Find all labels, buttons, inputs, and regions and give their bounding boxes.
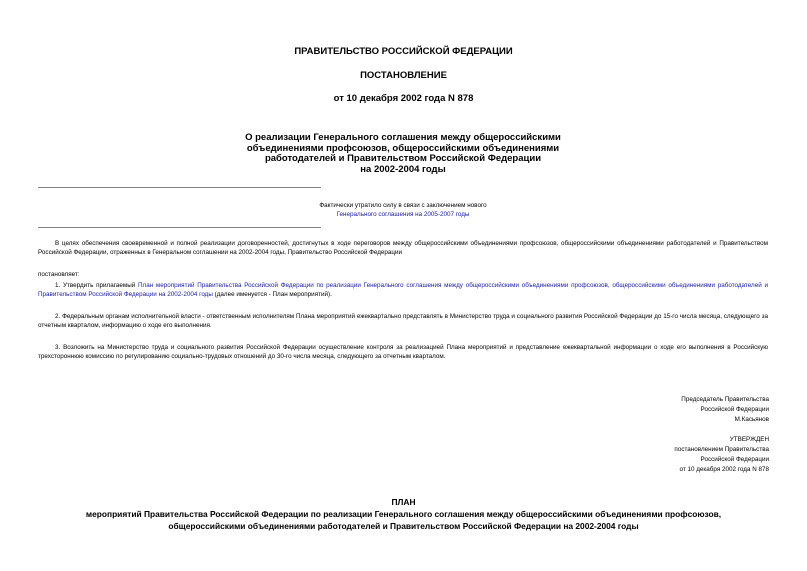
approval-line: постановлением Правительства — [674, 446, 769, 453]
government-heading: ПРАВИТЕЛЬСТВО РОССИЙСКОЙ ФЕДЕРАЦИИ — [294, 46, 513, 57]
signature-org: Российской Федерации — [700, 406, 769, 413]
item-1-paragraph — [38, 281, 768, 300]
new-agreement-link[interactable]: Генерального соглашения на 2005-2007 годы — [336, 211, 470, 218]
signature-block — [549, 395, 769, 425]
approval-date: от 10 декабря 2002 года N 878 — [679, 466, 769, 473]
signature-name: М.Касьянов — [734, 416, 769, 423]
signature-title: Председатель Правительства — [681, 396, 769, 403]
item-3-paragraph: 3. Возложить на Министерство труда и социального развития Российской Федерации осуществление контроля за реализацией Плана мероприятий и представление ежеквартальной информации о ходе его выполнения в Российскую трехстороннюю комиссию по регулированию социально-трудовых отношений до 30-го числа месяца, следующего за отчетным кварталом. — [38, 344, 768, 361]
plan-subtitle-line: общероссийскими объединениями работодателей и Правительством Российской Федерации на 2002-2004 годы — [168, 520, 639, 531]
document-type-heading: ПОСТАНОВЛЕНИЕ — [360, 70, 447, 81]
status-note-link-line — [38, 210, 768, 219]
item-1-prefix: 1. Утвердить прилагаемый — [55, 282, 138, 289]
resolves-word: постановляет: — [38, 271, 80, 278]
status-note: Фактически утратило силу в связи с заключением нового — [319, 202, 487, 209]
approval-line: Российской Федерации — [700, 456, 769, 463]
divider-top — [38, 187, 321, 188]
plan-link[interactable]: План мероприятий Правительства Российской Федерации по реализации Генерального соглашения между общероссийскими объединениями профсоюзов, общероссийскими объединениями работодателей и Правительством Российской Федерации на 2002-2004 годы — [38, 282, 768, 299]
title-line: объединениями профсоюзов, общероссийскими объединениями — [246, 142, 560, 154]
approval-label: УТВЕРЖДЕН — [729, 436, 769, 443]
document-title — [220, 133, 586, 175]
title-line: работодателей и Правительством Российской Федерации — [264, 153, 542, 164]
plan-heading: ПЛАН — [391, 497, 416, 507]
title-line: О реализации Генерального соглашения между общероссийскими — [245, 132, 561, 143]
plan-subtitle — [40, 509, 767, 532]
divider-bottom — [38, 227, 321, 228]
title-line: на 2002-2004 годы — [360, 163, 446, 175]
item-2-paragraph: 2. Федеральным органам исполнительной власти - ответственным исполнителям Плана мероприятий ежеквартально представлять в Министерство труда и социального развития Российской Федерации до 15-го числа месяца, следующего за отчетным кварталом, информацию о ходе его выполнения. — [38, 313, 768, 330]
item-1-suffix: (далее именуется - План мероприятий). — [212, 291, 332, 299]
approval-block — [549, 435, 769, 475]
preamble-paragraph: В целях обеспечения своевременной и полной реализации договоренностей, достигнутых в ходе переговоров между общероссийскими объединениями профсоюзов, общероссийскими объединениями работодателей и Правительством Российской Федерации, отраженных в Генеральном соглашении на 2002-2004 годы, Правительство Российской Федерации — [38, 240, 768, 257]
document-date-number: от 10 декабря 2002 года N 878 — [333, 93, 474, 104]
plan-subtitle-line: мероприятий Правительства Российской Федерации по реализации Генерального соглашения между общероссийскими объединениями профсоюзов, — [85, 509, 722, 519]
